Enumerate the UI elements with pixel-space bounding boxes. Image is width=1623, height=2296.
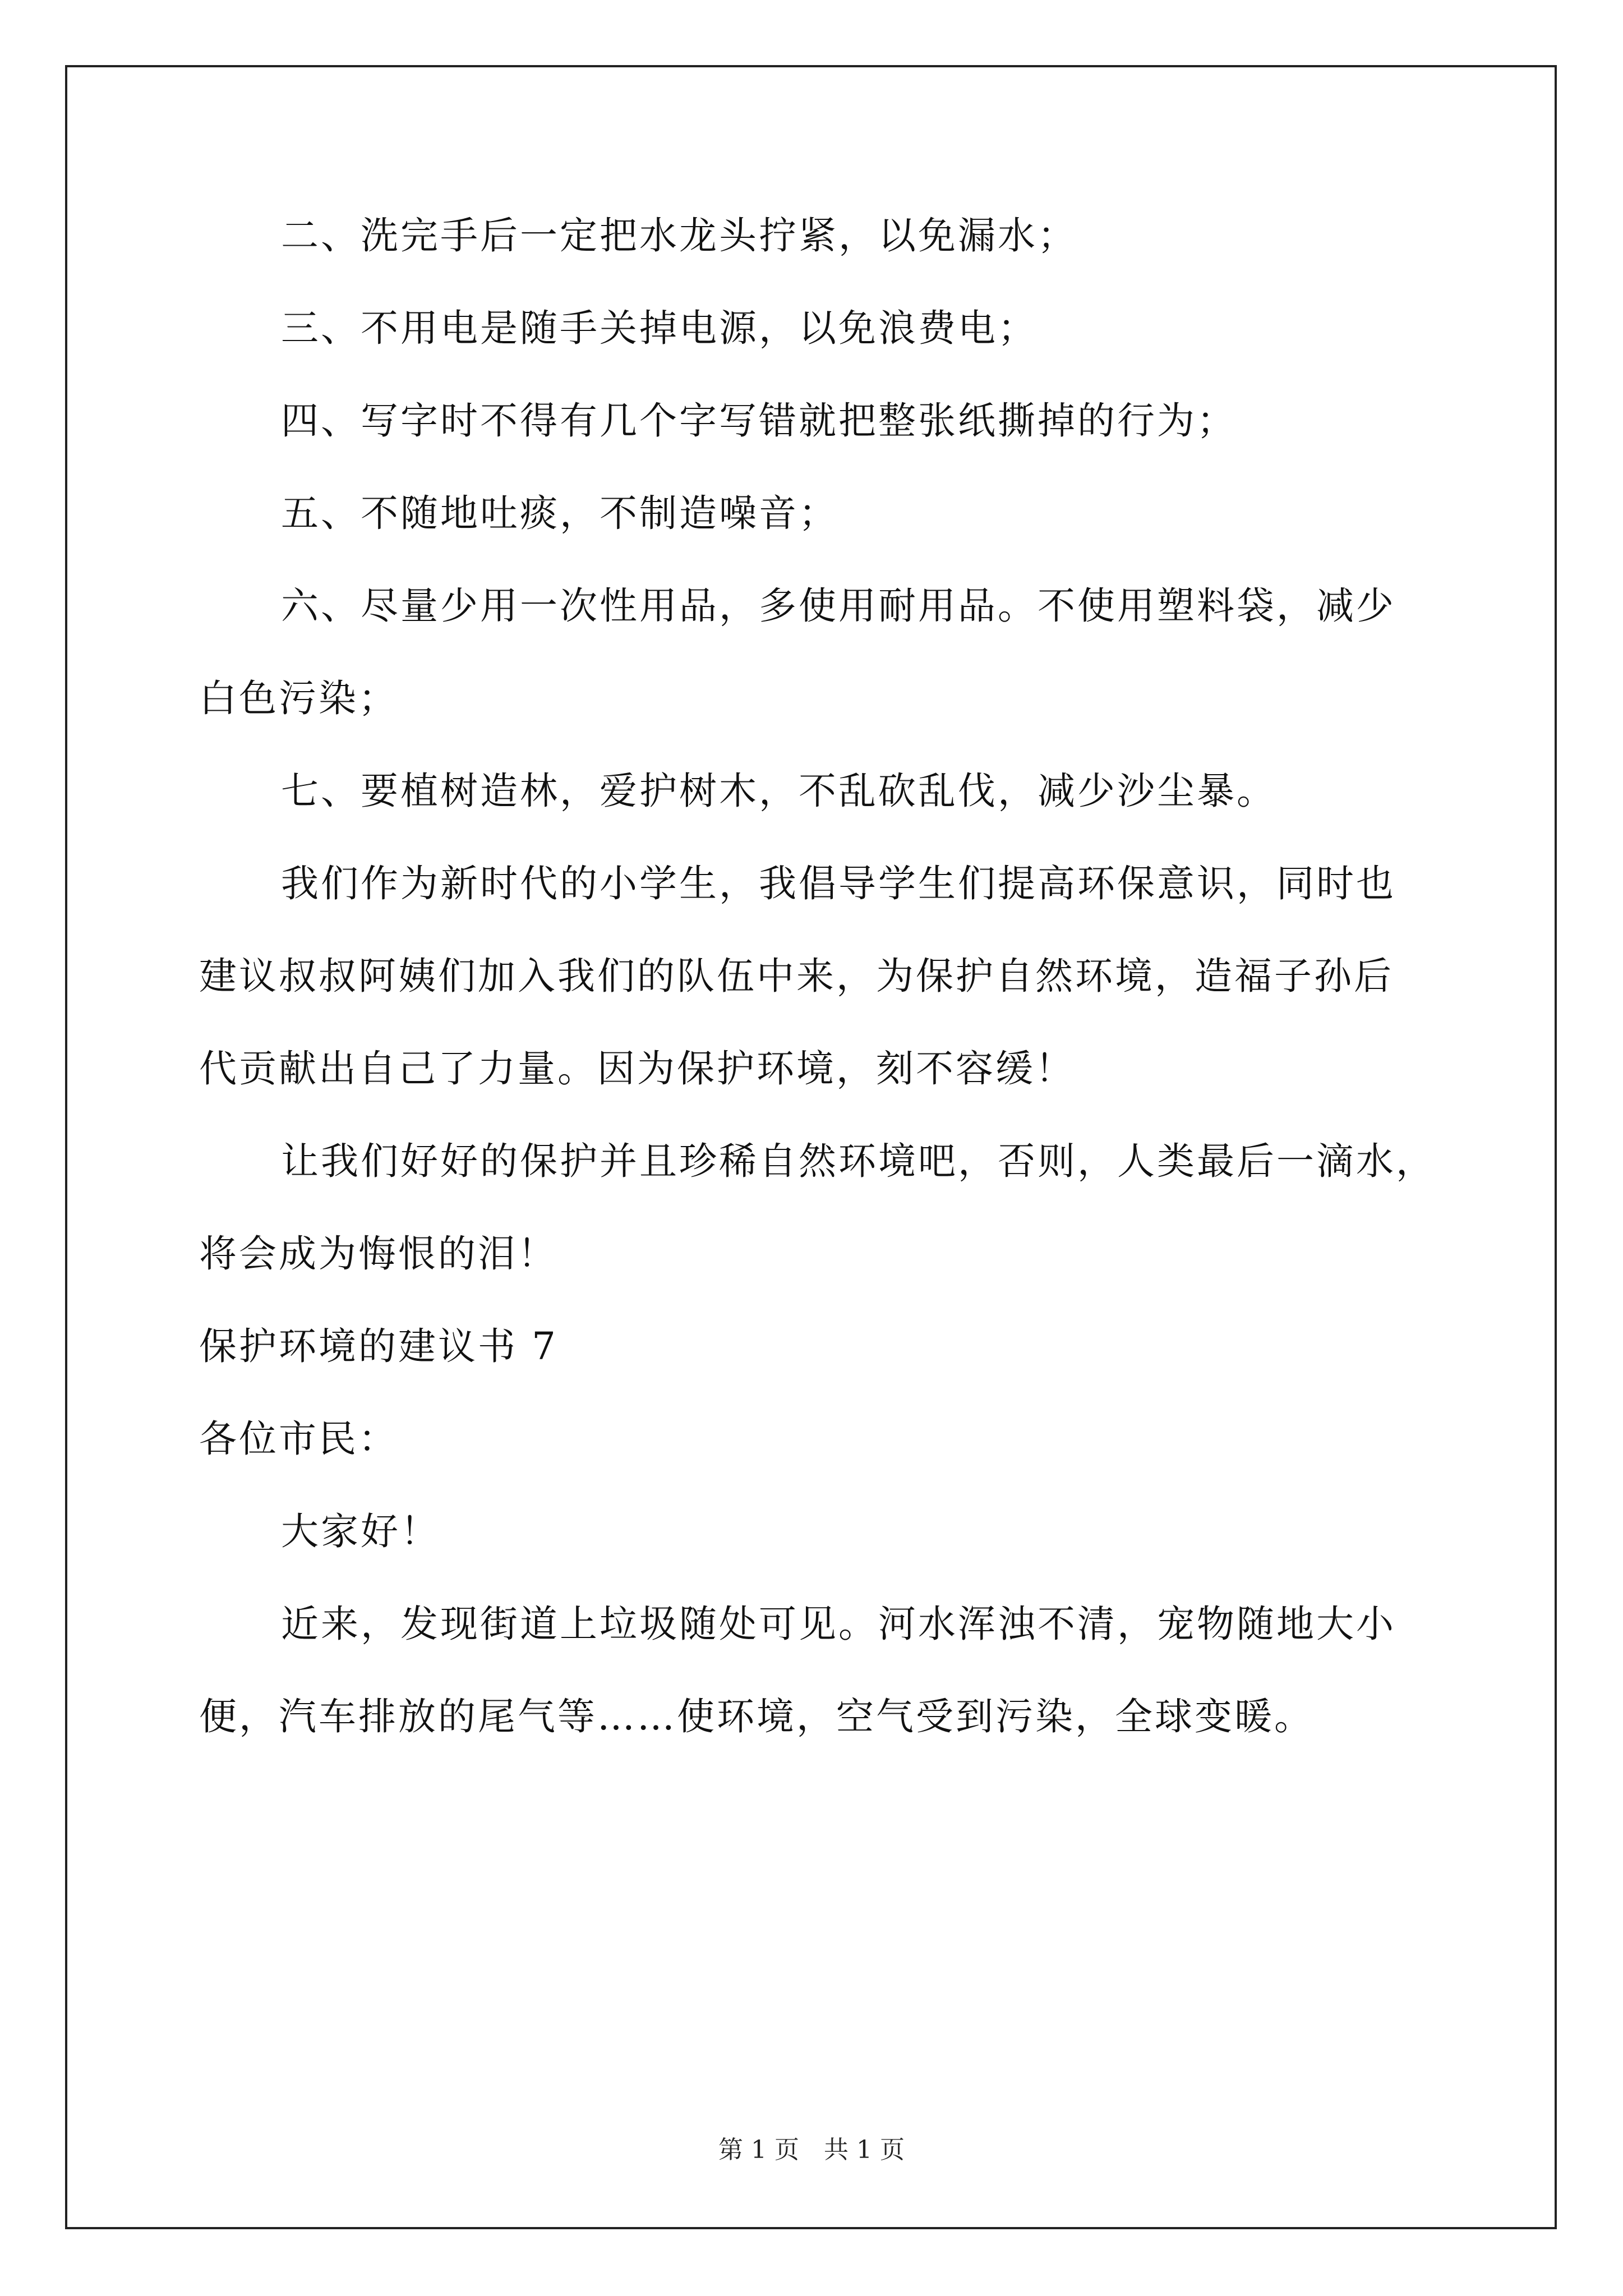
paragraph-line: 二、洗完手后一定把水龙头拧紧，以免漏水； [281, 214, 1077, 257]
paragraph-line: 我们作为新时代的小学生，我倡导学生们提高环保意识，同时也 [281, 862, 1396, 905]
paragraph-line: 建议叔叔阿姨们加入我们的队伍中来，为保护自然环境，造福子孙后 [199, 954, 1394, 998]
paragraph-line: 让我们好好的保护并且珍稀自然环境吧，否则，人类最后一滴水， [281, 1139, 1436, 1183]
page-number: 第 1 页 共 1 页 [718, 2136, 905, 2164]
paragraph-line: 白色污染； [199, 677, 398, 720]
section-title: 保护环境的建议书 7 [199, 1324, 558, 1368]
paragraph-line: 三、不用电是随手关掉电源，以免浪费电； [281, 306, 1038, 350]
paragraph-line: 便，汽车排放的尾气等……使环境，空气受到污染，全球变暖。 [199, 1695, 1314, 1738]
paragraph-line: 将会成为悔恨的泪！ [199, 1232, 557, 1276]
paragraph-line: 五、不随地吐痰，不制造噪音； [281, 491, 838, 535]
paragraph-line: 四、写字时不得有几个字写错就把整张纸撕掉的行为； [281, 399, 1237, 443]
greeting: 大家好！ [281, 1510, 440, 1553]
paragraph-line: 代贡献出自己了力量。因为保护环境，刻不容缓！ [199, 1047, 1075, 1091]
paragraph-line: 七、要植树造林，爱护树木，不乱砍乱伐，减少沙尘暴。 [281, 769, 1276, 813]
paragraph-line: 六、尽量少用一次性用品，多使用耐用品。不使用塑料袋，减少 [281, 584, 1396, 628]
salutation: 各位市民： [199, 1417, 398, 1461]
paragraph-line: 近来，发现街道上垃圾随处可见。河水浑浊不清，宠物随地大小 [281, 1602, 1396, 1646]
